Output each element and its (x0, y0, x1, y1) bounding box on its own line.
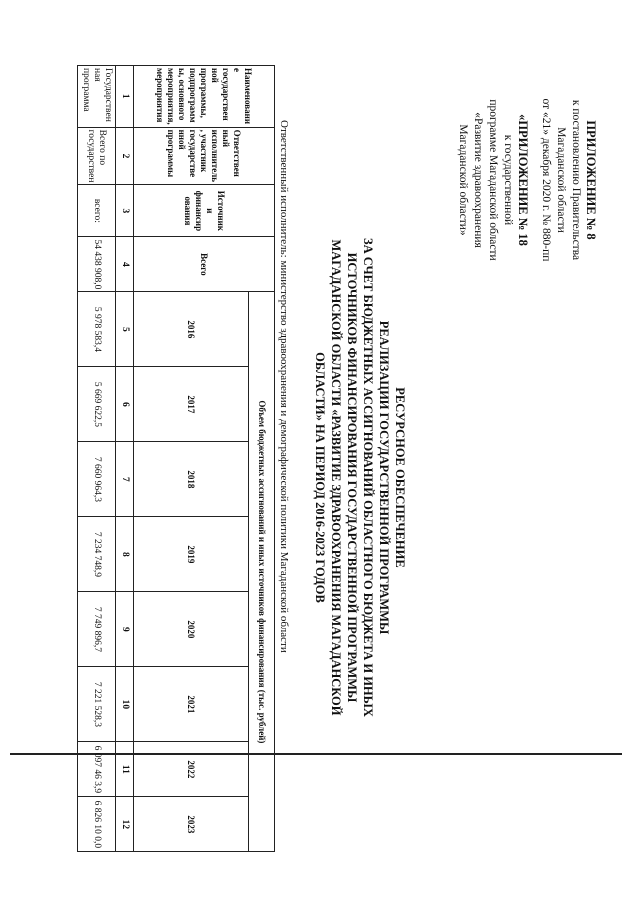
title-line: РЕАЛИЗАЦИИ ГОСУДАРСТВЕННОЙ ПРОГРАММЫ (377, 320, 391, 635)
header-responsible: Ответствен ный исполнитель , участник государстве нной программы (134, 127, 275, 185)
appendix-title: ПРИЛОЖЕНИЕ № 8 (584, 120, 598, 240)
row-value: 7 234 748,9 (78, 517, 116, 592)
row-value: 6 097 46 3,9 (78, 742, 116, 797)
header-name: Наименовани е государствен ной программы, подпрограмм ы, основного мероприятия, мероприятия (134, 66, 275, 128)
row-name: Государствен ная программа (78, 66, 116, 128)
resource-table (77, 65, 275, 852)
title-line: ЗА СЧЕТ БЮДЖЕТНЫХ АССИГНОВАНИЙ ОБЛАСТНОГО БЮДЖЕТА И ИНЫХ (361, 238, 375, 717)
title-line: ИСТОЧНИКОВ ФИНАНСИРОВАНИЯ ГОСУДАРСТВЕННОЙ ПРОГРАММЫ (345, 252, 359, 703)
row-value: 7 221 528,3 (78, 667, 116, 742)
appendix-line: «Развитие здравоохранения (472, 112, 484, 248)
appendix-title-secondary: «ПРИЛОЖЕНИЕ № 18 (516, 114, 530, 246)
title-line: МАГАДАНСКОЙ ОБЛАСТИ «РАЗВИТИЕ ЗДРАВООХРАНЕНИЯ МАГАДАНСКОЙ (329, 239, 343, 716)
row-total: 54 438 908,0 (78, 237, 116, 292)
appendix-line: к постановлению Правительства (570, 99, 582, 261)
column-number: 6 (116, 367, 134, 442)
row-source: всего: (78, 185, 116, 237)
row-value: 7 749 896,7 (78, 592, 116, 667)
header-year: 2021 (134, 667, 249, 742)
responsible-executor: Ответственный исполнитель: министерство здравоохранения и демографической политики Магаданской области (278, 120, 290, 653)
appendix-line: Магаданской области» (457, 124, 469, 236)
row-value: 5 669 622,5 (78, 367, 116, 442)
header-year: 2017 (134, 367, 249, 442)
header-year: 2020 (134, 592, 249, 667)
column-number: 2 (116, 127, 134, 185)
column-number: 10 (116, 667, 134, 742)
column-number: 12 (116, 797, 134, 852)
column-number: 11 (116, 742, 134, 797)
header-year: 2018 (134, 442, 249, 517)
header-year: 2019 (134, 517, 249, 592)
appendix-block (455, 30, 598, 330)
appendix-line: к государственной (502, 134, 514, 226)
header-source: Источник и финансир ования (134, 185, 275, 237)
document-title (312, 215, 408, 740)
header-total: Всего (134, 237, 275, 292)
header-year: 2022 (134, 742, 249, 797)
column-number: 5 (116, 292, 134, 367)
title-line: РЕСУРСНОЕ ОБЕСПЕЧЕНИЕ (393, 387, 407, 568)
row-value: 5 978 583,4 (78, 292, 116, 367)
column-number: 8 (116, 517, 134, 592)
column-number: 3 (116, 185, 134, 237)
appendix-line: от «21» декабря 2020 г. № 880-пп (540, 98, 552, 262)
header-volume: Объем бюджетных ассигнований и иных источников финансирования (тыс. рублей) (249, 292, 275, 852)
header-year: 2016 (134, 292, 249, 367)
column-number: 7 (116, 442, 134, 517)
column-number: 1 (116, 66, 134, 128)
row-value: 6 826 10 0,0 (78, 797, 116, 852)
row-value: 7 660 964,3 (78, 442, 116, 517)
row-responsible: Всего по государствен (78, 127, 116, 185)
header-year: 2023 (134, 797, 249, 852)
appendix-line: программе Магаданской области (487, 99, 499, 261)
column-number: 4 (116, 237, 134, 292)
title-line: ОБЛАСТИ» НА ПЕРИОД 2016-2023 ГОДОВ (313, 352, 327, 603)
appendix-line: Магаданской области (555, 127, 567, 233)
column-number: 9 (116, 592, 134, 667)
